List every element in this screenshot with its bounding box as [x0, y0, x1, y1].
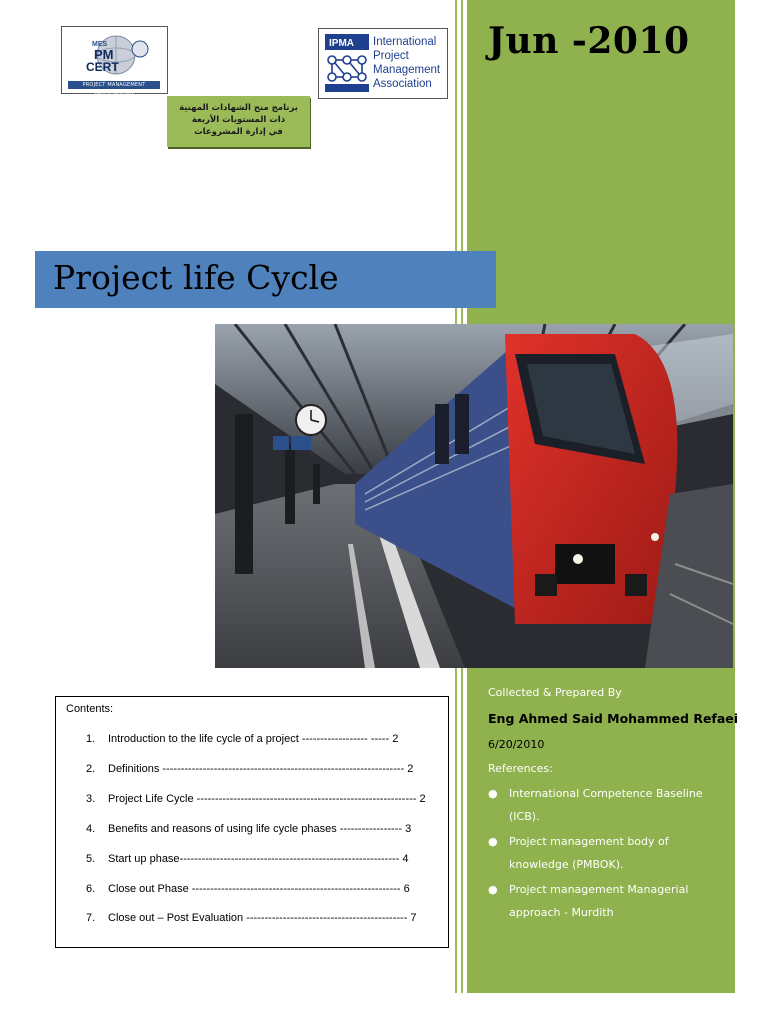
author-date: 6/20/2010	[488, 738, 545, 751]
reference-line: International Competence Baseline	[509, 787, 703, 800]
author-name: Eng Ahmed Said Mohammed Refaei	[488, 711, 739, 726]
ipma-abbr: IPMA	[329, 38, 354, 49]
reference-item-icb	[488, 782, 729, 828]
toc-item-start-up-phase[interactable]	[86, 853, 409, 865]
pm-cert-emblem	[70, 33, 158, 77]
bullet-icon: ●	[488, 835, 498, 848]
arabic-line-3: في إدارة المشروعات	[194, 127, 283, 137]
toc-item-text: Close out – Post Evaluation -------------------------------------------- 7	[108, 912, 417, 924]
reference-line: Project management body of	[509, 835, 669, 848]
toc-item-definitions[interactable]	[86, 763, 413, 775]
toc-item-number: 2.	[86, 763, 96, 775]
bullet-icon: ●	[488, 787, 498, 800]
pm-cert-logo-line-3: CERT	[86, 60, 119, 74]
reference-line: approach - Murdith	[509, 906, 614, 919]
toc-item-text: Close out Phase --------------------------------------------------------- 6	[108, 883, 410, 895]
references-label: References:	[488, 762, 553, 775]
pm-cert-caption: PROJECT MANAGEMENT CERTIFICATION	[68, 81, 160, 89]
toc-item-introduction[interactable]	[86, 733, 398, 745]
toc-item-benefits[interactable]	[86, 823, 411, 835]
toc-item-close-out-phase[interactable]	[86, 883, 410, 895]
toc-item-post-evaluation[interactable]	[86, 912, 417, 924]
train-station-photo	[215, 324, 733, 668]
toc-item-text: Definitions ------------------------------------------------------------------ 2	[108, 763, 414, 775]
reference-item-managerial-approach	[488, 878, 729, 924]
collected-by-label: Collected & Prepared By	[488, 686, 622, 699]
reference-line: (ICB).	[509, 810, 540, 823]
table-of-contents	[55, 696, 449, 948]
toc-item-text: Introduction to the life cycle of a project ------------------ ----- 2	[108, 733, 399, 745]
train-illustration	[215, 324, 733, 668]
contents-heading: Contents:	[66, 703, 114, 715]
arabic-line-2: ذات المستويات الأربعة	[191, 115, 286, 125]
ipma-name	[373, 35, 445, 91]
ipma-emblem	[325, 34, 369, 92]
toc-item-number: 3.	[86, 793, 96, 805]
toc-item-text: Project Life Cycle ------------------------------------------------------------ 2	[108, 793, 426, 805]
toc-item-number: 5.	[86, 853, 96, 865]
bullet-icon: ●	[488, 883, 498, 896]
arabic-program-label	[167, 96, 310, 147]
pm-cert-logo-line-2: PM	[94, 47, 114, 62]
ipma-name-line-2: Project	[373, 50, 409, 62]
pm-cert-logo	[61, 26, 168, 94]
toc-item-text: Start up phase------------------------------------------------------------ 4	[108, 853, 409, 865]
title-banner	[35, 251, 496, 308]
reference-line: Project management Managerial	[509, 883, 689, 896]
pm-cert-logo-line-1: MES	[92, 41, 108, 48]
toc-item-number: 1.	[86, 733, 96, 745]
arabic-line-1: برنامج منح الشهادات المهنية	[179, 103, 298, 113]
ipma-name-line-1: International	[373, 36, 437, 48]
toc-item-project-life-cycle[interactable]	[86, 793, 426, 805]
toc-item-text: Benefits and reasons of using life cycle phases ----------------- 3	[108, 823, 412, 835]
reference-line: knowledge (PMBOK).	[509, 858, 624, 871]
ipma-logo	[318, 28, 448, 99]
toc-item-number: 6.	[86, 883, 96, 895]
ipma-name-line-4: Association	[373, 78, 432, 90]
document-date-heading: Jun -2010	[488, 20, 690, 62]
document-title: Project life Cycle	[53, 258, 339, 297]
reference-item-pmbok	[488, 830, 729, 876]
toc-item-number: 4.	[86, 823, 96, 835]
toc-item-number: 7.	[86, 912, 96, 924]
ipma-name-line-3: Management	[373, 64, 441, 76]
